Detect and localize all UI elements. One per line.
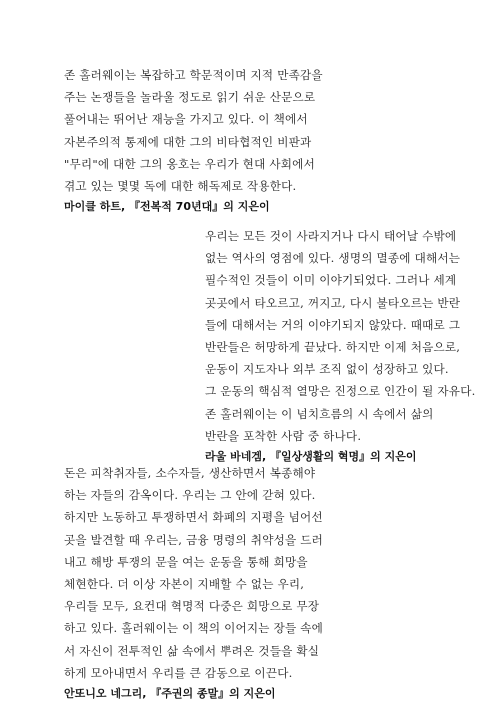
quote-line: 서 자신이 전투적인 삶 속에서 뿌려온 것들을 확실 <box>64 643 320 658</box>
quote-line: 풀어내는 뛰어난 재능을 가지고 있다. 이 책에서 <box>64 112 308 127</box>
quote-line: 우리들 모두, 요컨대 혁명적 다중은 희망으로 무장 <box>64 599 320 614</box>
quote-line: 하고 있다. 홀러웨이는 이 책의 이어지는 장들 속에 <box>64 621 324 636</box>
endorsement-attribution: 안또니오 네그리, 『주권의 종말』의 지은이 <box>64 686 276 700</box>
quote-line: 돈은 피착취자들, 소수자들, 생산하면서 복종해야 <box>64 466 316 480</box>
endorsement-quote <box>64 462 323 684</box>
endorsement-quote <box>205 225 475 447</box>
quote-line: 내고 해방 투쟁의 문을 여는 운동을 통해 희망을 <box>64 554 308 569</box>
endorsement-quote <box>64 64 323 197</box>
quote-line: 운동이 지도자나 외부 조직 없이 성장하고 있다. <box>205 362 449 377</box>
quote-line: 우리는 모든 것이 사라지거나 다시 태어날 수밖에 <box>205 229 457 243</box>
quote-line: 곳곳에서 타오르고, 꺼지고, 다시 불타오르는 반란 <box>205 295 461 310</box>
quote-line: 반란들은 허망하게 끝났다. 하지만 이제 처음으로, <box>205 339 461 354</box>
endorsement-vaneigem <box>205 225 475 465</box>
quote-line: 필수적인 것들이 이미 이야기되었다. 그러나 세계 <box>205 273 457 288</box>
quote-line: 하지만 노동하고 투쟁하면서 화폐의 지평을 넘어선 <box>64 510 323 525</box>
endorsement-attribution: 라울 바네겜, 『일상생활의 혁명』의 지은이 <box>205 449 417 463</box>
quote-line: 겪고 있는 몇몇 독에 대한 해독제로 작용한다. <box>64 178 297 193</box>
quote-line: 하는 자들의 감옥이다. 우리는 그 안에 갇혀 있다. <box>64 488 316 503</box>
quote-line: 하게 모아내면서 우리를 큰 감동으로 이끈다. <box>64 665 293 680</box>
quote-line: 주는 논쟁들을 놀라울 정도로 읽기 쉬운 산문으로 <box>64 90 316 105</box>
quote-line: 그 운동의 핵심적 열망은 진정으로 인간이 될 자유다. <box>205 384 476 399</box>
quote-line: 들에 대해서는 거의 이야기되지 않았다. 때때로 그 <box>205 317 461 332</box>
quote-line: 없는 역사의 영점에 있다. 생명의 멸종에 대해서는 <box>205 251 461 266</box>
endorsement-attribution: 마이클 하트, 『전복적 70년대』의 지은이 <box>64 200 270 214</box>
quote-line: 존 홀러웨이는 이 넘치흐름의 시 속에서 삶의 <box>205 406 434 421</box>
quote-line: 반란을 포착한 사람 중 하나다. <box>205 428 362 443</box>
quote-line: 존 홀러웨이는 복잡하고 학문적이며 지적 만족감을 <box>64 68 323 82</box>
quote-line: 자본주의적 통제에 대한 그의 비타협적인 비판과 <box>64 134 312 149</box>
endorsement-hardt <box>64 64 323 215</box>
endorsement-negri <box>64 462 323 702</box>
quote-line: 곳을 발견할 때 우리는, 금융 명령의 취약성을 드러 <box>64 532 324 547</box>
quote-line: 체현한다. 더 이상 자본이 지배할 수 없는 우리, <box>64 576 305 591</box>
quote-line: "무리"에 대한 그의 옹호는 우리가 현대 사회에서 <box>64 156 315 171</box>
